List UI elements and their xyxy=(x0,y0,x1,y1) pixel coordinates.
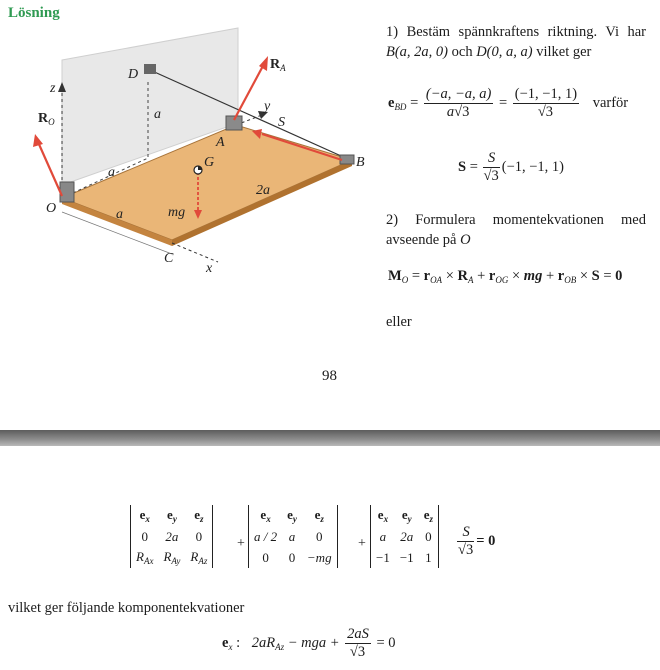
label-y: y xyxy=(264,99,271,114)
mg-symbol: mg xyxy=(523,268,543,284)
determinant-2 xyxy=(248,505,338,568)
det3-r2c1: a xyxy=(379,528,387,544)
det3-r3c2: −1 xyxy=(399,549,414,565)
det3-r2c3: 0 xyxy=(425,528,432,544)
step2-paragraph xyxy=(386,210,646,250)
s-equation xyxy=(458,150,564,185)
r3-sub: OB xyxy=(564,275,577,285)
R-sub: A xyxy=(467,275,474,285)
bracket-O xyxy=(60,182,74,202)
s-eq-sign: = xyxy=(469,158,478,175)
det-frac-den xyxy=(458,542,474,559)
ebd-equation xyxy=(388,86,628,121)
det1-RAx: $R_{Ax}$ xyxy=(136,549,154,566)
force-RO-head xyxy=(33,134,43,147)
det2-r2c2: a xyxy=(288,528,296,544)
det3-ex: $e_x$ xyxy=(377,507,389,524)
plate-figure xyxy=(0,20,380,285)
det1-r2c2: 2a xyxy=(165,528,179,544)
moment-rhs: 0 xyxy=(615,268,623,284)
r1-sub: OA xyxy=(430,275,443,285)
ex-e: e xyxy=(222,634,229,651)
plus-1: + xyxy=(477,268,486,284)
ex-equation xyxy=(222,626,396,661)
det1-RAy: $R_{Ay}$ xyxy=(163,549,181,566)
det1-r2c1: 0 xyxy=(141,528,148,544)
det-frac xyxy=(458,524,474,559)
ex-frac-den xyxy=(345,644,371,661)
r2-symbol: r xyxy=(488,268,496,284)
ebd-symbol: e xyxy=(388,94,395,111)
det3-ey: $e_y$ xyxy=(401,507,412,524)
label-D: D xyxy=(128,67,139,82)
det1-ez: $e_z$ xyxy=(194,507,204,524)
det1-ex: $e_x$ xyxy=(139,507,150,524)
det2-ez: $e_z$ xyxy=(314,507,324,524)
label-O: O xyxy=(46,201,57,216)
det2-r2c1: a / 2 xyxy=(254,528,278,544)
moment-eq-sign: = xyxy=(411,268,420,284)
det3-ez: $e_z$ xyxy=(423,507,433,524)
det2-r3c1: 0 xyxy=(262,549,269,565)
ex-fraction xyxy=(345,626,371,661)
ex-term2: − mga + xyxy=(287,634,340,651)
det3-table xyxy=(370,505,439,568)
r2-sub: OG xyxy=(495,275,509,285)
cross-1: × xyxy=(445,268,454,284)
s-frac-num: S xyxy=(484,150,500,168)
det-frac-num: S xyxy=(458,524,474,542)
R-symbol: R xyxy=(457,268,468,284)
det1-table xyxy=(130,505,213,568)
ex-colon: : xyxy=(236,634,241,651)
s-frac-sqrt3: √3 xyxy=(483,168,499,184)
plus-2: + xyxy=(545,268,555,284)
s-fraction xyxy=(484,150,500,185)
ex-rhs: = 0 xyxy=(376,634,396,651)
vilket-ger-text: vilket ger xyxy=(536,44,592,60)
page-divider xyxy=(0,430,660,446)
label-C: C xyxy=(164,251,174,266)
det2-ey: $e_y$ xyxy=(287,507,297,524)
step2-text: 2) Formulera momentekvationen med avseende på xyxy=(386,212,646,248)
r1-symbol: r xyxy=(423,268,431,284)
frac1-sqrt3: √3 xyxy=(454,104,470,120)
det2-r2c3: 0 xyxy=(315,528,323,544)
ebd-fraction-2 xyxy=(513,86,579,121)
det3-r2c2: 2a xyxy=(400,528,414,544)
frac2-num: (−1, −1, 1) xyxy=(514,86,578,102)
det2-table xyxy=(248,505,338,568)
M-symbol: M xyxy=(388,268,402,284)
vilket-ger-paragraph: vilket ger följande komponentekvationer xyxy=(8,600,245,616)
ex-sub: x xyxy=(228,641,233,652)
label-G: G xyxy=(204,155,215,170)
varfor-text: varför xyxy=(592,94,629,111)
det2-r3c3: −mg xyxy=(306,549,332,565)
label-B: B xyxy=(356,155,365,170)
point-B: B(a, 2a, 0) xyxy=(386,44,449,60)
ex-frac-sqrt3: √3 xyxy=(349,644,366,660)
s-symbol: S xyxy=(458,158,467,175)
frac1-den-a: a xyxy=(446,104,455,120)
step1-text: 1) Bestäm spännkraftens riktning. Vi har xyxy=(386,24,646,40)
label-2a: 2a xyxy=(256,183,270,198)
frac1-num: (−a, −a, a) xyxy=(425,86,492,102)
det1-r2c3: 0 xyxy=(195,528,203,544)
label-S: S xyxy=(278,115,285,130)
det-plus-1: + xyxy=(237,536,245,551)
label-a-top: a xyxy=(108,165,115,180)
step2-O: O xyxy=(460,232,471,248)
page-number: 98 xyxy=(322,368,337,384)
eq-sign-2: = xyxy=(498,94,508,111)
cross-2: × xyxy=(511,268,521,284)
eller-text: eller xyxy=(386,314,412,330)
determinant-1 xyxy=(130,505,213,568)
label-mg: mg xyxy=(168,205,186,220)
label-a-bottom: a xyxy=(116,207,123,222)
det3-r3c1: −1 xyxy=(376,549,390,565)
moment-eq-sign-2: = xyxy=(603,268,612,284)
och-text: och xyxy=(451,44,473,60)
det-trailing xyxy=(456,524,495,559)
label-x: x xyxy=(206,261,213,276)
point-D: D(0, a, a) xyxy=(476,44,533,60)
ex-term1: 2aR xyxy=(251,634,276,651)
label-z: z xyxy=(50,81,56,96)
det1-ey: $e_y$ xyxy=(167,507,177,524)
det1-RAz: $R_{Az}$ xyxy=(190,549,208,566)
label-a-vertical: a xyxy=(154,107,161,122)
force-RO xyxy=(38,142,62,196)
ebd-sub: BD xyxy=(394,101,407,112)
label-RA: $R_A$ xyxy=(270,57,286,73)
frac2-den xyxy=(513,104,579,121)
cross-3: × xyxy=(579,268,589,284)
ex-frac-num: 2aS xyxy=(347,626,369,642)
x-axis xyxy=(172,243,218,262)
ebd-fraction-1 xyxy=(424,86,493,121)
det2-ex: $e_x$ xyxy=(260,507,271,524)
eq-sign: = xyxy=(410,94,419,111)
moment-equation xyxy=(388,268,622,285)
det-rhs: = 0 xyxy=(476,532,496,549)
M-sub: O xyxy=(401,275,409,285)
s-frac-den xyxy=(484,168,500,185)
det2-r3c2: 0 xyxy=(288,549,296,565)
frac1-den xyxy=(424,104,493,121)
det3-r3c3: 1 xyxy=(425,549,432,565)
section-heading: Lösning xyxy=(8,5,60,21)
step1-paragraph xyxy=(386,22,646,62)
determinant-3 xyxy=(370,505,439,568)
label-RO: $R_O$ xyxy=(38,111,55,127)
ex-term1-sub: Az xyxy=(275,641,285,652)
label-A: A xyxy=(216,135,225,150)
r3-symbol: r xyxy=(557,268,565,284)
bracket-D xyxy=(144,64,156,74)
frac2-sqrt3: √3 xyxy=(537,104,554,120)
S-symbol: S xyxy=(591,268,600,284)
s-vector: (−1, −1, 1) xyxy=(501,158,564,175)
det-frac-sqrt3: √3 xyxy=(458,542,474,558)
det-plus-2: + xyxy=(358,536,366,551)
